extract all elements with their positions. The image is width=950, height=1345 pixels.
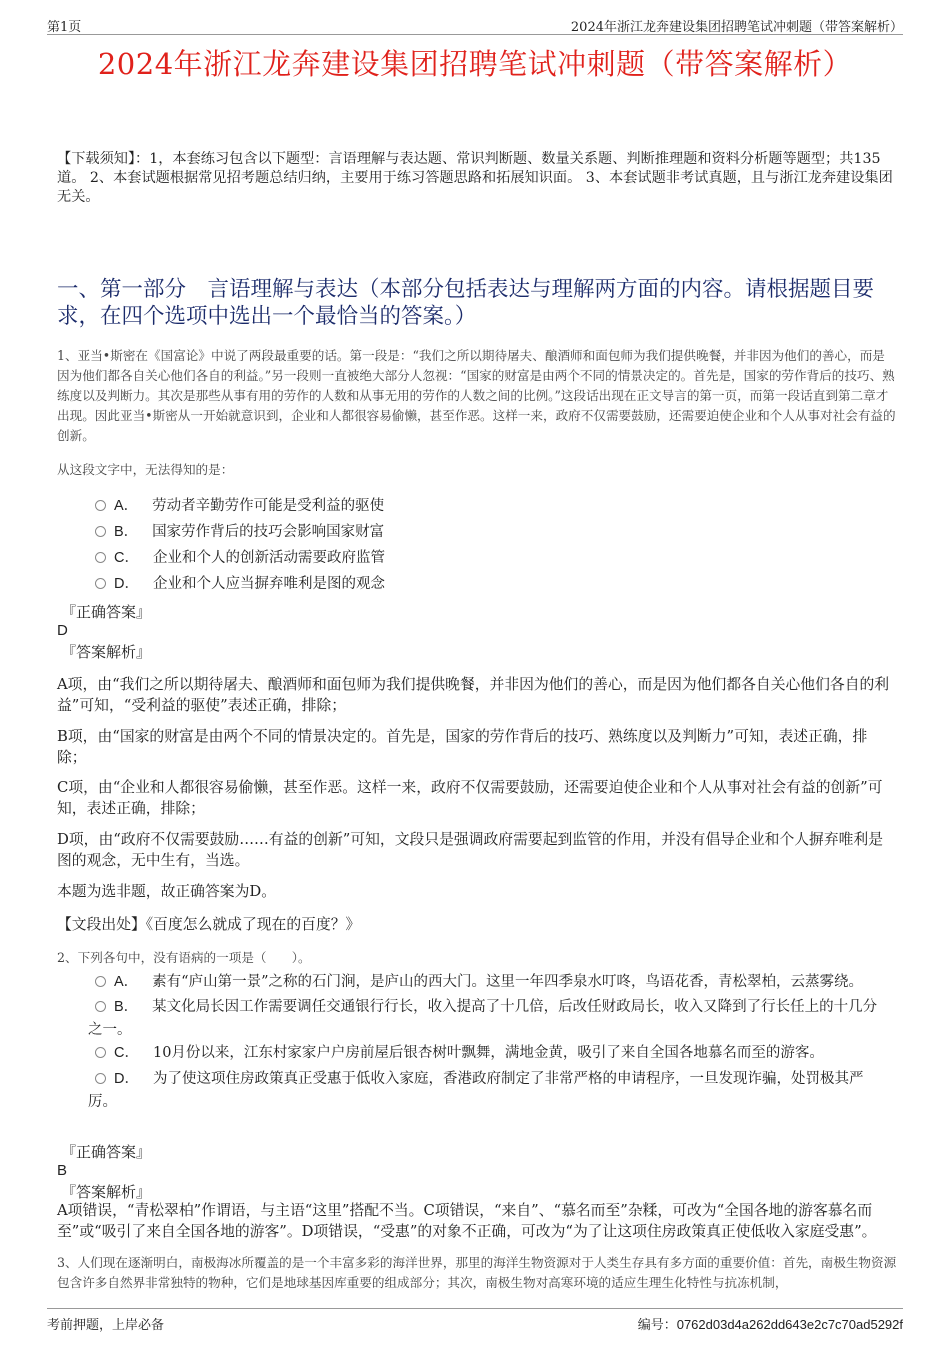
footer-code: 编号：0762d03d4a262dd643e2c7c70ad5292f (637, 1317, 903, 1333)
footer-slogan: 考前押题，上岸必备 (47, 1318, 165, 1333)
radio-icon[interactable] (95, 500, 106, 511)
header-doc-title: 2024年浙江龙奔建设集团招聘笔试冲刺题（带答案解析） (570, 20, 903, 35)
q1-analysis-b: B项，由“国家的财富是由两个不同的情景决定的。首先是，国家的劳作背后的技巧、熟练度以及判断力”可知，表述正确，排除； (57, 728, 868, 766)
q1-option-d[interactable]: D． 企业和个人应当摒弃唯利是图的观念 (95, 572, 885, 597)
download-notice: 【下载须知】：1，本套练习包含以下题型：言语理解与表达题、常识判断题、数量关系题、判断推理题和资料分析题等题型；共135道。 2、本套试题根据常见招考题总结归纳，主要用于练习答题思路和拓展知识面。 3、本套试题非考试真题，且与浙江龙奔建设集团无关。 (57, 151, 893, 205)
radio-icon[interactable] (95, 1047, 106, 1058)
q1-analysis-label: 『答案解析』 (61, 643, 152, 661)
radio-icon[interactable] (95, 976, 106, 987)
q3-stem: 3、人们现在逐渐明白，南极海冰所覆盖的是一个丰富多彩的海洋世界，那里的海洋生物资源对于人类生存具有多方面的重要价值：首先，南极生物资源包含许多自然界非常独特的物种，它们是地球基因库重要的组成部分；其次，南极生物对高寒环境的适应生理生化特性与抗冻机制， (57, 1255, 897, 1290)
q1-source: 【文段出处】《百度怎么就成了现在的百度？》 (57, 916, 361, 933)
radio-icon[interactable] (95, 1073, 106, 1084)
q2-analysis: A项错误，“青松翠柏”作谓语，与主语“这里”搭配不当。C项错误，“来自”、“慕名而至”杂糅，可改为“全国各地的游客慕名而至”或“吸引了来自全国各地的游客”。D项错误，“受惠”的对象不正确，可改为“为了让这项住房政策真正使低收入家庭受惠”。 (57, 1202, 877, 1240)
section-title: 一、第一部分 言语理解与表达（本部分包括表达与理解两方面的内容。请根据题目要求，在四个选项中选出一个最恰当的答案。） (57, 277, 875, 329)
q1-option-b[interactable]: B． 国家劳作背后的技巧会影响国家财富 (95, 520, 885, 545)
page-number: 第1页 (47, 20, 82, 35)
q1-answer-label: 『正确答案』 (61, 603, 152, 621)
radio-icon[interactable] (95, 552, 106, 563)
q2-stem: 2、下列各句中，没有语病的一项是（ ）。 (57, 950, 311, 965)
q1-answer: D (57, 622, 68, 639)
q1-analysis-c: C项，由“企业和人都很容易偷懒，甚至作恶。这样一来，政府不仅需要鼓励，还需要迫使企业和个人从事对社会有益的创新”可知，表述正确，排除； (57, 779, 883, 817)
q1-option-a[interactable]: A． 劳动者辛勤劳作可能是受利益的驱使 (95, 494, 885, 519)
page-title: 2024年浙江龙奔建设集团招聘笔试冲刺题（带答案解析） (97, 47, 853, 81)
q2-analysis-label: 『答案解析』 (61, 1183, 152, 1201)
q2-option-c[interactable]: C． 10月份以来，江东村家家户户房前屋后银杏树叶飘舞，满地金黄，吸引了来自全国各地慕名而至的游客。 (95, 1041, 885, 1066)
q2-answer-label: 『正确答案』 (61, 1143, 152, 1161)
q1-stem: 1、亚当•斯密在《国富论》中说了两段最重要的话。第一段是：“我们之所以期待屠夫、酿酒师和面包师为我们提供晚餐，并非因为他们的善心，而是因为他们都各自关心他们各自的利益。”另一段则一直被绝大部分人忽视：“国家的财富是由两个不同的情景决定的。首先是，国家的劳作背后的技巧、熟练度以及判断力。其次是那些从事有用的劳作的人数和从事无用的劳作的人数之间的比例。”这段话出现在正文导言的第一页，而第一段话直到第二章才出现。因此亚当•斯密从一开始就意识到，企业和人都很容易偷懒，甚至作恶。这样一来，政府不仅需要鼓励，还需要迫使企业和个人从事对社会有益的创新。 (57, 348, 896, 443)
q2-option-b[interactable]: B． 某文化局长因工作需要调任交通银行行长，收入提高了十几倍，后改任财政局长，收入又降到了行长任上的十几分之一。 (88, 999, 878, 1038)
q2-answer: B (57, 1162, 68, 1179)
radio-icon[interactable] (95, 1001, 106, 1012)
q1-option-c[interactable]: C． 企业和个人的创新活动需要政府监管 (95, 546, 885, 571)
q1-analysis-d: D项，由“政府不仅需要鼓励……有益的创新”可知，文段只是强调政府需要起到监管的作用，并没有倡导企业和个人摒弃唯利是图的观念，无中生有，当选。 (57, 831, 884, 869)
page-footer (47, 1308, 903, 1331)
q2-option-d[interactable]: D． 为了使这项住房政策真正受惠于低收入家庭，香港政府制定了非常严格的申请程序，一旦发现诈骗，处罚极其严厉。 (88, 1071, 864, 1110)
q2-option-a[interactable]: A． 素有“庐山第一景”之称的石门涧，是庐山的西大门。这里一年四季泉水叮咚，鸟语花香，青松翠柏，云蒸雾绕。 (95, 970, 885, 995)
radio-icon[interactable] (95, 526, 106, 537)
q1-analysis-a: A项，由“我们之所以期待屠夫、酿酒师和面包师为我们提供晚餐，并非因为他们的善心，而是因为他们都各自关心他们各自的利益”可知，“受利益的驱使”表述正确，排除； (57, 676, 890, 714)
radio-icon[interactable] (95, 578, 106, 589)
q1-conclusion: 本题为选非题，故正确答案为D。 (57, 883, 277, 900)
page-header (47, 14, 903, 35)
q1-ask: 从这段文字中，无法得知的是： (57, 462, 234, 477)
